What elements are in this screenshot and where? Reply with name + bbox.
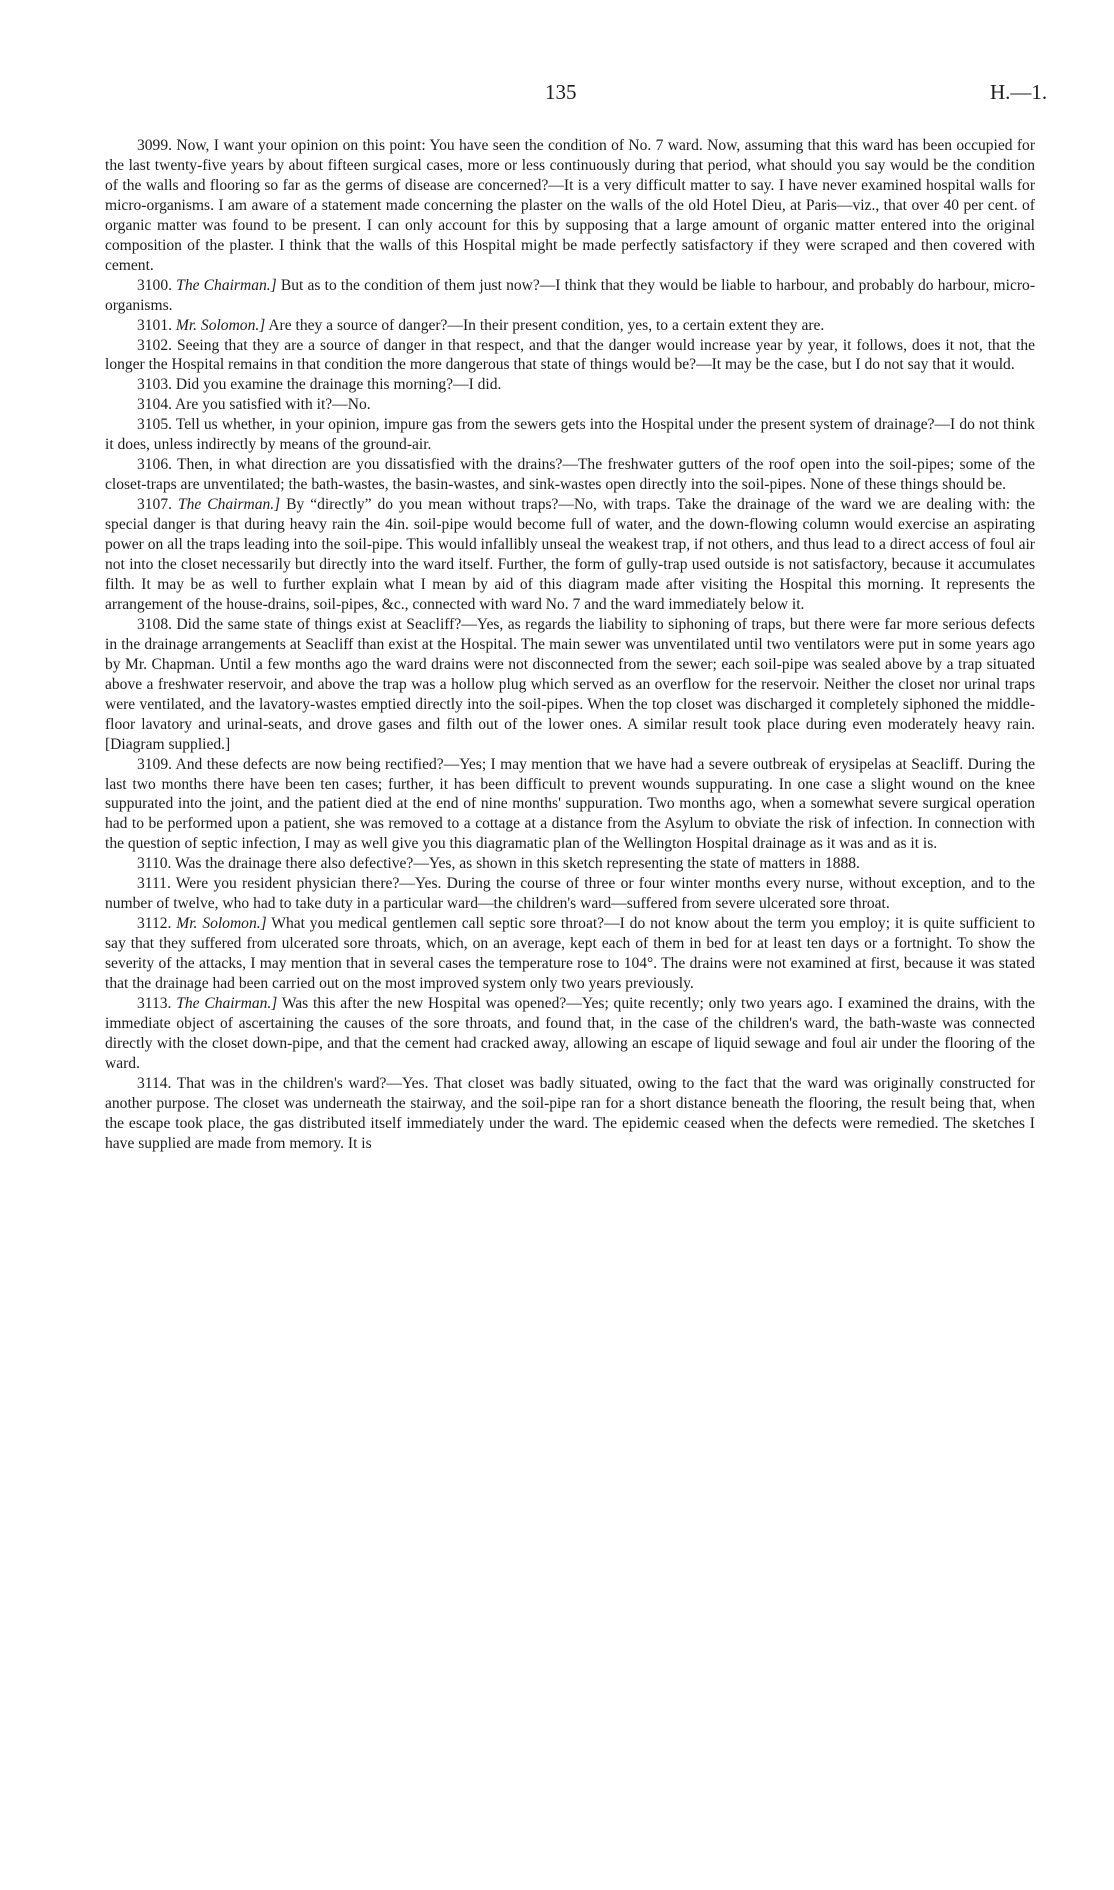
paragraph-3101	[105, 316, 1035, 336]
question-number: 3107.	[137, 496, 172, 514]
question-number: 3112.	[137, 915, 172, 933]
paragraph-3100	[105, 276, 1035, 316]
paragraph-text: By “directly” do you mean without traps?—No, with traps. Take the drainage of the ward we are dealing with: the special danger is that during heavy rain the 4in. soil-pipe would become full of water, and the down-flowing column would exercise an aspirating power on all the traps leading into the soil-pipe. This would infallibly unseal the weakest trap, if not others, and thus lead to a direct access of foul air not into the closet necessarily but directly into the ward itself. Further, the form of gully-trap used outside is not satisfactory, because it accumulates filth. It may be as well to further explain what I mean by aid of this diagram made after visiting the Hospital this morning. It represents the arrangement of the house-drains, soil-pipes, &c., connected with ward No. 7 and the ward immediately below it.	[105, 496, 1035, 613]
paragraph-3108: 3108. Did the same state of things exist at Seacliff?—Yes, as regards the liability to siphoning of traps, but there were far more serious defects in the drainage arrangements at Seacliff than exist at the Hospital. The main sewer was unventilated until two ventilators were put in some years ago by Mr. Chapman. Until a few months ago the ward drains were not disconnected from the sewer; each soil-pipe was sealed above by a trap situated above a freshwater reservoir, and above the trap was a hollow plug which served as an overflow for the reservoir. Neither the closet nor urinal traps were ventilated, and the lavatory-wastes emptied directly into the soil-pipes. When the top closet was discharged it completely siphoned the middle-floor lavatory and urinal-seats, and drove gases and filth out of the lower ones. A similar result took place during even moderately heavy rain. [Diagram supplied.]	[105, 615, 1035, 753]
paragraph-3104: 3104. Are you satisfied with it?—No.	[137, 396, 371, 414]
page-header	[0, 80, 1114, 112]
evidence-text	[105, 136, 1035, 1154]
paragraph-3110: 3110. Was the drainage there also defective?—Yes, as shown in this sketch representing the state of matters in 1888.	[137, 855, 860, 873]
paragraph-3111: 3111. Were you resident physician there?—Yes. During the course of three or four winter months every nurse, without exception, and to the number of twelve, who had to take duty in a particular ward—the children's ward—suffered from severe ulcerated sore throat.	[105, 875, 1035, 913]
speaker-label: Mr. Solomon.]	[175, 316, 266, 334]
page-number: 135	[545, 80, 577, 104]
paragraph-3103: 3103. Did you examine the drainage this morning?—I did.	[137, 376, 502, 394]
paragraph-3114: 3114. That was in the children's ward?—Yes. That closet was badly situated, owing to the fact that the ward was originally constructed for another purpose. The closet was underneath the stairway, and the soil-pipe ran for a short distance beneath the flooring, the result being that, when the escape took place, the gas distributed itself immediately under the ward. The epidemic ceased when the defects were remedied. The sketches I have supplied are made from memory. It is	[105, 1074, 1035, 1152]
paragraph-text: What you medical gentlemen call septic sore throat?—I do not know about the term you employ; it is quite sufficient to say that they suffered from ulcerated sore throats, which, on an average, kept each of them in bed for at least ten days or a fortnight. To show the severity of the attacks, I may mention that in several cases the temperature rose to 104°. The drains were not examined at first, because it was stated that the drainage had been carried out on the most improved system only two years previously.	[105, 915, 1035, 993]
paragraph-3099: 3099. Now, I want your opinion on this point: You have seen the condition of No. 7 ward. Now, assuming that this ward has been occupied for the last twenty-five years by about fifteen surgical cases, more or less continuously during that period, what should you say would be the condition of the walls and flooring so far as the germs of disease are concerned?—It is a very difficult matter to say. I have never examined hospital walls for micro-organisms. I am aware of a statement made concerning the plaster on the walls of the old Hotel Dieu, at Paris—viz., that over 40 per cent. of organic matter was found to be present. I can only account for this by supposing that a large amount of organic matter entered into the original composition of the plaster. I think that the walls of this Hospital might be made perfectly satisfactory if they were scraped and then covered with cement.	[105, 137, 1035, 274]
speaker-label: The Chairman.]	[176, 276, 277, 294]
paragraph-text: Are they a source of danger?—In their present condition, yes, to a certain extent they are.	[268, 316, 825, 334]
question-number: 3113.	[137, 994, 172, 1012]
paragraph-3113	[105, 994, 1035, 1074]
question-number: 3100.	[137, 276, 172, 294]
paragraph-text: But as to the condition of them just now?—I think that they would be liable to harbour, and probably do harbour, micro-organisms.	[105, 276, 1035, 314]
paragraph-3105: 3105. Tell us whether, in your opinion, impure gas from the sewers gets into the Hospital under the present system of drainage?—I do not think it does, unless indirectly by means of the ground-air.	[105, 416, 1035, 454]
speaker-label: The Chairman.]	[176, 994, 278, 1012]
paragraph-3112	[105, 914, 1035, 994]
question-number: 3101.	[137, 316, 172, 334]
paragraph-3107	[105, 495, 1035, 615]
speaker-label: The Chairman.]	[177, 496, 281, 514]
paragraph-3106: 3106. Then, in what direction are you dissatisfied with the drains?—The freshwater gutters of the roof open into the soil-pipes; some of the closet-traps are unventilated; the bath-wastes, the basin-wastes, and sink-wastes open directly into the soil-pipes. None of these things should be.	[105, 456, 1035, 494]
speaker-label: Mr. Solomon.]	[176, 915, 267, 933]
paragraph-text: Was this after the new Hospital was opened?—Yes; quite recently; only two years ago. I examined the drains, with the immediate object of ascertaining the causes of the sore throats, and found that, in the case of the children's ward, the bath-waste was connected directly with the closet down-pipe, and that the cement had cracked away, allowing an escape of liquid sewage and foul air under the flooring of the ward.	[105, 994, 1035, 1072]
paragraph-3102: 3102. Seeing that they are a source of danger in that respect, and that the danger would increase year by year, it follows, does it not, that the longer the Hospital remains in that condition the more dangerous that state of things would be?—It may be the case, but I do not say that it would.	[105, 336, 1035, 374]
paragraph-3109: 3109. And these defects are now being rectified?—Yes; I may mention that we have had a severe outbreak of erysipelas at Seacliff. During the last two months there have been ten cases; further, it has been difficult to prevent wounds suppurating. In one case a slight wound on the knee suppurated into the joint, and the patient died at the end of nine months' suppuration. Two months ago, when a somewhat severe surgical operation had to be performed upon a patient, she was removed to a cottage at a distance from the Asylum to obviate the risk of infection. In connection with the question of septic infection, I may as well give you this diagramatic plan of the Wellington Hospital drainage as it was and as it is.	[105, 755, 1035, 853]
document-reference: H.—1.	[990, 80, 1048, 104]
